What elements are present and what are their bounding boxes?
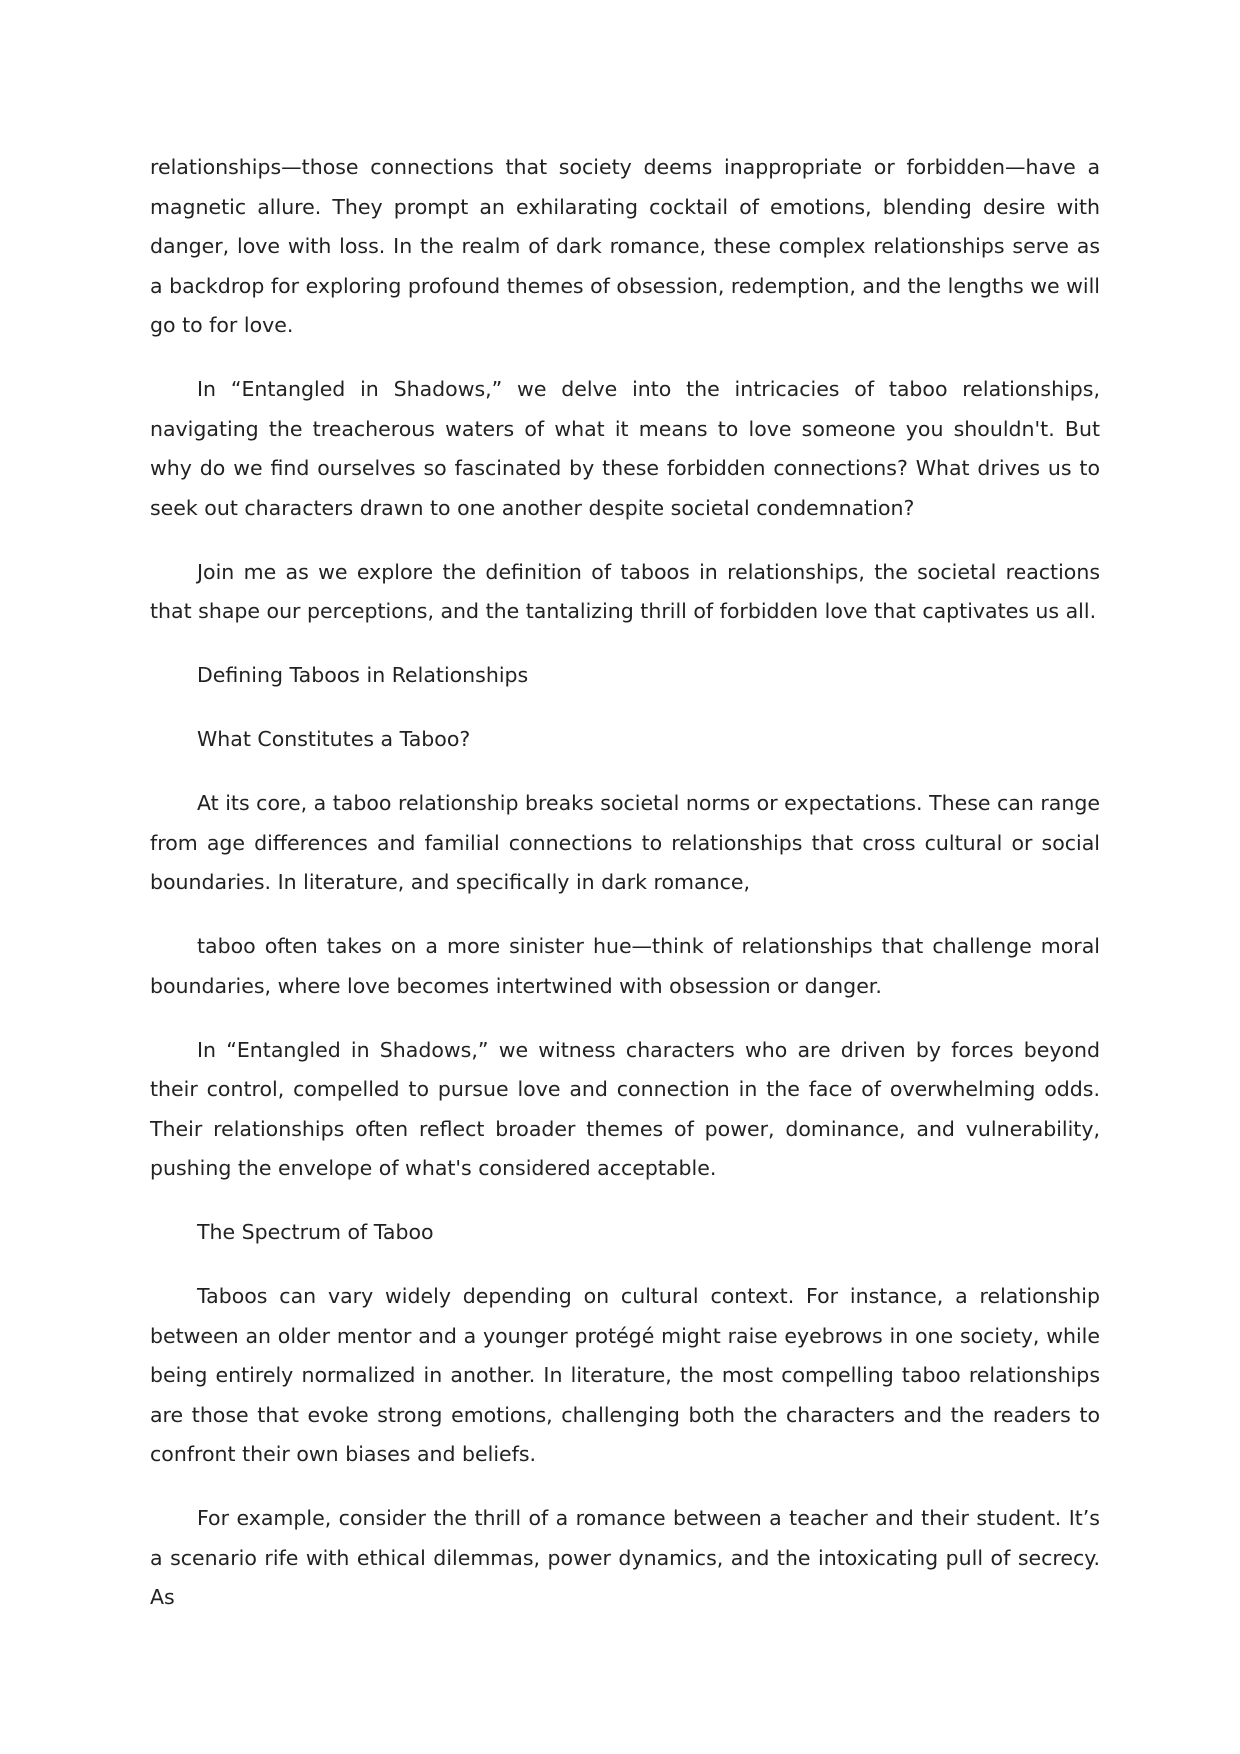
subheading-what-constitutes: What Constitutes a Taboo? [197, 727, 471, 751]
paragraph-1: relationships—those connections that society deems inappropriate or forbidden—have a magnetic allure. They prompt an exhilarating cocktail of emotions, blending desire with danger, love with loss. In the realm of dark romance, these complex relationships serve as a backdrop for exploring profound themes of obsession, redemption, and the lengths we will go to for love. [150, 155, 1100, 337]
paragraph-3: Join me as we explore the definition of taboos in relationships, the societal reactions that shape our perceptions, and the tantalizing thrill of forbidden love that captivates us all. [150, 559, 1100, 623]
section-heading-defining-taboos: Defining Taboos in Relationships [197, 663, 529, 687]
paragraph-7: Taboos can vary widely depending on cultural context. For instance, a relationship between an older mentor and a younger protégé might raise eyebrows in one society, while being entirely normalized in another. In literature, the most compelling taboo relationships are those that evoke strong emotions, challenging both the characters and the readers to confront their own biases and beliefs. [150, 1284, 1100, 1466]
paragraph-2: In “Entangled in Shadows,” we delve into the intricacies of taboo relationships, navigating the treacherous waters of what it means to love someone you shouldn't. But why do we find ourselves so fascinated by these forbidden connections? What drives us to seek out characters drawn to one another despite societal condemnation? [150, 377, 1100, 520]
document-page [150, 148, 1100, 1642]
paragraph-8: For example, consider the thrill of a romance between a teacher and their student. It’s a scenario rife with ethical dilemmas, power dynamics, and the intoxicating pull of secrecy. As [150, 1506, 1100, 1609]
paragraph-4: At its core, a taboo relationship breaks societal norms or expectations. These can range from age differences and familial connections to relationships that cross cultural or social boundaries. In literature, and specifically in dark romance, [150, 791, 1100, 894]
paragraph-6: In “Entangled in Shadows,” we witness characters who are driven by forces beyond their control, compelled to pursue love and connection in the face of overwhelming odds. Their relationships often reflect broader themes of power, dominance, and vulnerability, pushing the envelope of what's considered acceptable. [150, 1037, 1100, 1180]
subheading-spectrum-of-taboo: The Spectrum of Taboo [197, 1220, 434, 1244]
paragraph-5: taboo often takes on a more sinister hue—think of relationships that challenge moral boundaries, where love becomes intertwined with obsession or danger. [150, 934, 1100, 998]
